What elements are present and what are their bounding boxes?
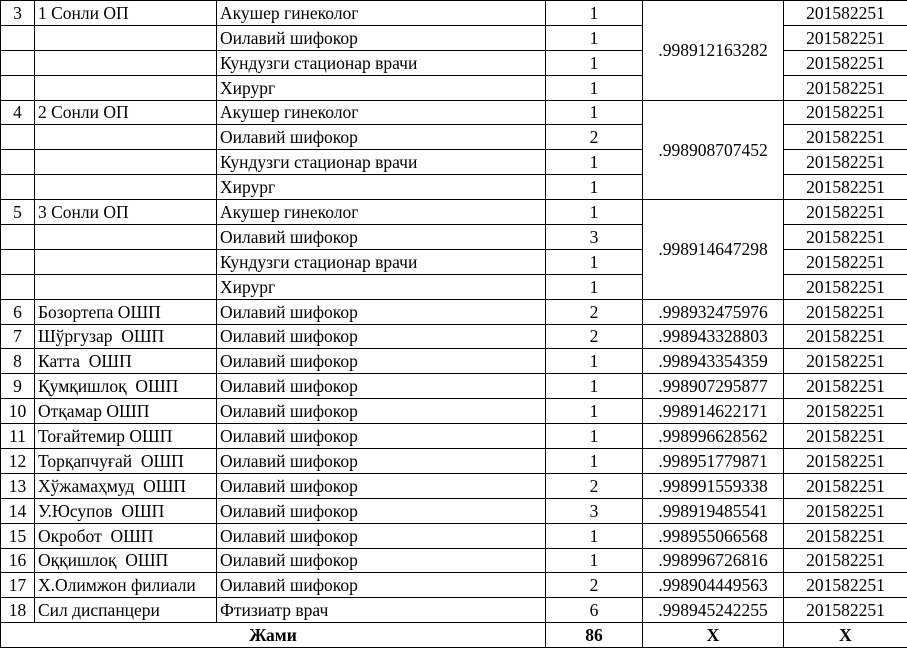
facility-name: Сил диспанцери [35, 598, 217, 623]
staff-count: 1 [546, 449, 643, 474]
empty-cell [35, 150, 217, 175]
code: 201582251 [784, 150, 907, 175]
phone-number: .998991559338 [643, 473, 784, 498]
code: 201582251 [784, 200, 907, 225]
empty-cell [1, 274, 35, 299]
total-count: 86 [546, 623, 643, 648]
staff-count: 1 [546, 548, 643, 573]
table-row [1, 200, 907, 225]
row-number: 18 [1, 598, 35, 623]
code: 201582251 [784, 598, 907, 623]
specialty: Оилавий шифокор [217, 449, 546, 474]
code: 201582251 [784, 50, 907, 75]
empty-cell [1, 175, 35, 200]
phone-number: .998908707452 [643, 100, 784, 200]
staff-count: 1 [546, 1, 643, 26]
facility-name: 2 Сонли ОП [35, 100, 217, 125]
empty-cell [1, 125, 35, 150]
table-row [1, 374, 907, 399]
code: 201582251 [784, 25, 907, 50]
staff-count: 1 [546, 50, 643, 75]
empty-cell [35, 274, 217, 299]
specialty: Кундузги стационар врачи [217, 249, 546, 274]
row-number: 14 [1, 498, 35, 523]
phone-number: .998996628562 [643, 424, 784, 449]
staff-count: 2 [546, 473, 643, 498]
staff-count: 3 [546, 225, 643, 250]
empty-cell [1, 50, 35, 75]
staff-count: 2 [546, 125, 643, 150]
phone-number: .998996726816 [643, 548, 784, 573]
facility-name: Окробот ОШП [35, 523, 217, 548]
phone-number: .998907295877 [643, 374, 784, 399]
row-number: 6 [1, 299, 35, 324]
specialty: Оилавий шифокор [217, 523, 546, 548]
specialty: Акушер гинеколог [217, 100, 546, 125]
total-phone: Х [643, 623, 784, 648]
table-row [1, 399, 907, 424]
code: 201582251 [784, 473, 907, 498]
phone-number: .998914647298 [643, 200, 784, 300]
empty-cell [35, 125, 217, 150]
specialty: Оилавий шифокор [217, 424, 546, 449]
facility-name: Қумқишлоқ ОШП [35, 374, 217, 399]
code: 201582251 [784, 175, 907, 200]
table-row [1, 424, 907, 449]
code: 201582251 [784, 274, 907, 299]
phone-number: .998919485541 [643, 498, 784, 523]
row-number: 15 [1, 523, 35, 548]
phone-number: .998943354359 [643, 349, 784, 374]
code: 201582251 [784, 324, 907, 349]
staff-count: 1 [546, 75, 643, 100]
table-row [1, 349, 907, 374]
code: 201582251 [784, 349, 907, 374]
staff-count: 1 [546, 399, 643, 424]
table-row [1, 299, 907, 324]
facility-name: 1 Сонли ОП [35, 1, 217, 26]
total-code: Х [784, 623, 907, 648]
specialty: Акушер гинеколог [217, 1, 546, 26]
row-number: 10 [1, 399, 35, 424]
facility-name: Отқамар ОШП [35, 399, 217, 424]
staff-count: 1 [546, 200, 643, 225]
specialty: Фтизиатр врач [217, 598, 546, 623]
code: 201582251 [784, 374, 907, 399]
staff-count: 1 [546, 100, 643, 125]
code: 201582251 [784, 548, 907, 573]
staff-count: 3 [546, 498, 643, 523]
row-number: 16 [1, 548, 35, 573]
table-row [1, 449, 907, 474]
specialty: Оилавий шифокор [217, 473, 546, 498]
specialty: Акушер гинеколог [217, 200, 546, 225]
staff-count: 1 [546, 349, 643, 374]
specialty: Оилавий шифокор [217, 548, 546, 573]
facility-name: 3 Сонли ОП [35, 200, 217, 225]
row-number: 7 [1, 324, 35, 349]
code: 201582251 [784, 225, 907, 250]
specialty: Оилавий шифокор [217, 324, 546, 349]
empty-cell [35, 75, 217, 100]
table-row [1, 523, 907, 548]
table-row [1, 573, 907, 598]
empty-cell [35, 225, 217, 250]
code: 201582251 [784, 424, 907, 449]
phone-number: .998943328803 [643, 324, 784, 349]
staff-count: 1 [546, 374, 643, 399]
row-number: 5 [1, 200, 35, 225]
facility-name: Шўргузар ОШП [35, 324, 217, 349]
facility-name: Бозортепа ОШП [35, 299, 217, 324]
specialty: Оилавий шифокор [217, 299, 546, 324]
staff-count: 1 [546, 249, 643, 274]
table-row [1, 100, 907, 125]
empty-cell [35, 175, 217, 200]
specialty: Хирург [217, 75, 546, 100]
phone-number: .998951779871 [643, 449, 784, 474]
facility-name: Х.Олимжон филиали [35, 573, 217, 598]
empty-cell [1, 249, 35, 274]
facility-name: Оққишлоқ ОШП [35, 548, 217, 573]
code: 201582251 [784, 299, 907, 324]
row-number: 3 [1, 1, 35, 26]
specialty: Хирург [217, 175, 546, 200]
table-row [1, 598, 907, 623]
empty-cell [35, 25, 217, 50]
empty-cell [35, 249, 217, 274]
specialty: Кундузги стационар врачи [217, 50, 546, 75]
staff-count: 6 [546, 598, 643, 623]
specialty: Оилавий шифокор [217, 374, 546, 399]
table-row [1, 498, 907, 523]
table-row [1, 1, 907, 26]
specialty: Оилавий шифокор [217, 349, 546, 374]
phone-number: .998932475976 [643, 299, 784, 324]
specialty: Оилавий шифокор [217, 225, 546, 250]
empty-cell [1, 150, 35, 175]
specialty: Оилавий шифокор [217, 125, 546, 150]
row-number: 9 [1, 374, 35, 399]
code: 201582251 [784, 399, 907, 424]
row-number: 12 [1, 449, 35, 474]
code: 201582251 [784, 573, 907, 598]
staff-count: 2 [546, 324, 643, 349]
table-row [1, 548, 907, 573]
empty-cell [1, 25, 35, 50]
specialty: Оилавий шифокор [217, 25, 546, 50]
row-number: 11 [1, 424, 35, 449]
staff-count: 1 [546, 274, 643, 299]
code: 201582251 [784, 249, 907, 274]
code: 201582251 [784, 75, 907, 100]
phone-number: .998904449563 [643, 573, 784, 598]
specialty: Оилавий шифокор [217, 498, 546, 523]
facility-name: Торқапчуғай ОШП [35, 449, 217, 474]
phone-number: .998955066568 [643, 523, 784, 548]
specialty: Оилавий шифокор [217, 399, 546, 424]
empty-cell [1, 225, 35, 250]
code: 201582251 [784, 1, 907, 26]
staff-count: 1 [546, 523, 643, 548]
phone-number: .998945242255 [643, 598, 784, 623]
facility-name: Катта ОШП [35, 349, 217, 374]
total-label: Жами [1, 623, 546, 648]
staff-count: 1 [546, 175, 643, 200]
code: 201582251 [784, 449, 907, 474]
phone-number: .998914622171 [643, 399, 784, 424]
staff-count: 1 [546, 424, 643, 449]
specialty: Оилавий шифокор [217, 573, 546, 598]
code: 201582251 [784, 125, 907, 150]
table-row [1, 473, 907, 498]
staff-count: 2 [546, 299, 643, 324]
specialty: Кундузги стационар врачи [217, 150, 546, 175]
facility-name: У.Юсупов ОШП [35, 498, 217, 523]
code: 201582251 [784, 523, 907, 548]
phone-number: .998912163282 [643, 1, 784, 101]
row-number: 8 [1, 349, 35, 374]
staff-count: 2 [546, 573, 643, 598]
table-row [1, 324, 907, 349]
staff-count: 1 [546, 25, 643, 50]
empty-cell [1, 75, 35, 100]
staff-count: 1 [546, 150, 643, 175]
row-number: 13 [1, 473, 35, 498]
code: 201582251 [784, 100, 907, 125]
code: 201582251 [784, 498, 907, 523]
specialty: Хирург [217, 274, 546, 299]
facility-name: Хўжамаҳмуд ОШП [35, 473, 217, 498]
row-number: 4 [1, 100, 35, 125]
empty-cell [35, 50, 217, 75]
facility-name: Тоғайтемир ОШП [35, 424, 217, 449]
total-row [1, 623, 907, 648]
row-number: 17 [1, 573, 35, 598]
